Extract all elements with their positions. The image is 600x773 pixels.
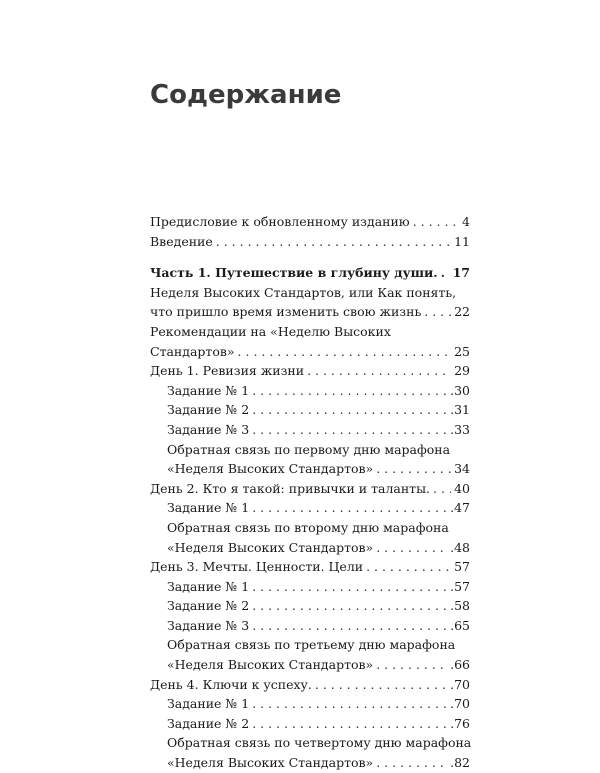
toc-entry-page: .70	[450, 696, 470, 712]
toc-entry-day4-feedback-line2[interactable]	[150, 753, 470, 773]
toc-entry-day2[interactable]	[150, 479, 470, 499]
toc-entry-page: 25	[454, 343, 470, 359]
toc-entry-text: «Неделя Высоких Стандартов»	[167, 539, 374, 555]
toc-entry-text: что пришло время изменить свою жизнь	[150, 304, 422, 320]
toc-entry-day3-feedback-line1[interactable]: Обратная связь по третьему дню марафона	[167, 637, 456, 653]
toc-entry-page: .76	[450, 715, 470, 731]
toc-entry-text: Задание № 2	[167, 598, 250, 614]
leader-dots	[315, 675, 447, 695]
leader-dots	[238, 342, 452, 362]
toc-entry-page: 57	[454, 559, 470, 575]
toc-entry-day4-task1[interactable]	[150, 694, 470, 714]
leader-dots	[424, 302, 451, 322]
toc-entry-text: Задание № 2	[167, 715, 250, 731]
leader-dots	[252, 498, 447, 518]
toc-entry-week-line2[interactable]	[150, 302, 470, 322]
toc-entry-text: Стандартов»	[150, 343, 235, 359]
toc-entry-week-line1[interactable]: Неделя Высоких Стандартов, или Как понять,	[150, 284, 457, 300]
toc-entry-recommendations-line2[interactable]	[150, 342, 470, 362]
toc-entry-preface[interactable]	[150, 212, 470, 232]
toc-entry-page: 40	[454, 480, 470, 496]
toc-entry-day3-task2[interactable]	[150, 596, 470, 616]
toc-entry-page: 17	[452, 265, 470, 281]
toc-entry-text: Задание № 3	[167, 617, 250, 633]
toc-entry-page: 29	[454, 363, 470, 379]
leader-dots	[252, 714, 447, 734]
toc-entry-text: Задание № 1	[167, 696, 250, 712]
toc-entry-day3[interactable]	[150, 557, 470, 577]
leader-dots	[252, 596, 447, 616]
toc-entry-text: День 2. Кто я такой: привычки и таланты.	[150, 480, 431, 496]
toc-entry-day1-feedback-line1[interactable]: Обратная связь по первому дню марафона	[167, 441, 451, 457]
toc-entry-text: День 1. Ревизия жизни	[150, 363, 305, 379]
toc-entry-day1-feedback-line2[interactable]	[150, 459, 470, 479]
toc-entry-text: День 4. Ключи к успеху.	[150, 676, 312, 692]
toc-entry-day1-task1[interactable]	[150, 381, 470, 401]
toc-entry-text: Предисловие к обновленному изданию	[150, 214, 410, 229]
toc-entry-text: «Неделя Высоких Стандартов»	[167, 461, 374, 477]
leader-dots	[252, 694, 447, 714]
leader-dots	[366, 557, 451, 577]
toc-entry-text: Задание № 2	[167, 402, 250, 418]
toc-entry-page: .65	[450, 617, 470, 633]
leader-dots	[433, 479, 451, 499]
toc-entry-page: .47	[450, 500, 470, 516]
toc-entry-text: Задание № 3	[167, 421, 250, 437]
toc-entry-day4[interactable]	[150, 675, 470, 695]
table-of-contents	[150, 212, 470, 773]
toc-entry-page: .48	[450, 539, 470, 555]
toc-entry-text: Часть 1. Путешествие в глубину души.	[150, 265, 438, 281]
toc-entry-text: Задание № 1	[167, 382, 250, 398]
toc-entry-text: «Неделя Высоких Стандартов»	[167, 755, 374, 771]
toc-entry-day1-task2[interactable]	[150, 400, 470, 420]
toc-entry-recommendations-line1[interactable]: Рекомендации на «Неделю Высоких	[150, 323, 391, 339]
toc-entry-day4-feedback-line1[interactable]: Обратная связь по четвертому дню марафона	[167, 735, 472, 751]
leader-dots	[376, 538, 447, 558]
leader-dots	[252, 577, 447, 597]
leader-dots	[252, 420, 447, 440]
toc-entry-page: .31	[450, 402, 470, 418]
toc-entry-text: День 3. Мечты. Ценности. Цели	[150, 559, 364, 575]
toc-entry-text: Задание № 1	[167, 500, 250, 516]
toc-entry-day1[interactable]	[150, 361, 470, 381]
leader-dots	[252, 616, 447, 636]
toc-entry-intro[interactable]	[150, 232, 470, 252]
page-title: Содержание	[150, 80, 342, 110]
toc-entry-page: 34	[454, 461, 470, 477]
toc-entry-page: .66	[450, 657, 470, 673]
toc-entry-text: Введение	[150, 233, 213, 249]
toc-entry-day2-feedback-line2[interactable]	[150, 538, 470, 558]
leader-dots	[252, 381, 447, 401]
toc-entry-day4-task2[interactable]	[150, 714, 470, 734]
leader-dots	[441, 263, 450, 283]
toc-entry-page: .33	[450, 421, 470, 437]
toc-entry-part1[interactable]	[150, 263, 470, 283]
toc-entry-page: .70	[450, 676, 470, 692]
toc-entry-page: 22	[454, 304, 470, 320]
toc-entry-page: 11	[454, 233, 470, 249]
toc-entry-day2-task1[interactable]	[150, 498, 470, 518]
toc-entry-text: «Неделя Высоких Стандартов»	[167, 657, 374, 673]
leader-dots	[376, 459, 451, 479]
toc-entry-page: .58	[450, 598, 470, 614]
leader-dots	[252, 400, 447, 420]
toc-entry-day2-feedback-line1[interactable]: Обратная связь по второму дню марафона	[167, 519, 449, 535]
toc-entry-page: .82	[450, 755, 470, 771]
toc-entry-day3-task1[interactable]	[150, 577, 470, 597]
leader-dots	[413, 212, 459, 232]
toc-entry-page: .57	[450, 578, 470, 594]
leader-dots	[376, 753, 447, 773]
toc-entry-text: Задание № 1	[167, 578, 250, 594]
toc-entry-page: 4	[462, 214, 470, 229]
toc-entry-day3-feedback-line2[interactable]	[150, 655, 470, 675]
leader-dots	[376, 655, 447, 675]
toc-entry-page: .30	[450, 382, 470, 398]
leader-dots	[307, 361, 451, 381]
toc-entry-day1-task3[interactable]	[150, 420, 470, 440]
leader-dots	[216, 232, 451, 252]
toc-entry-day3-task3[interactable]	[150, 616, 470, 636]
